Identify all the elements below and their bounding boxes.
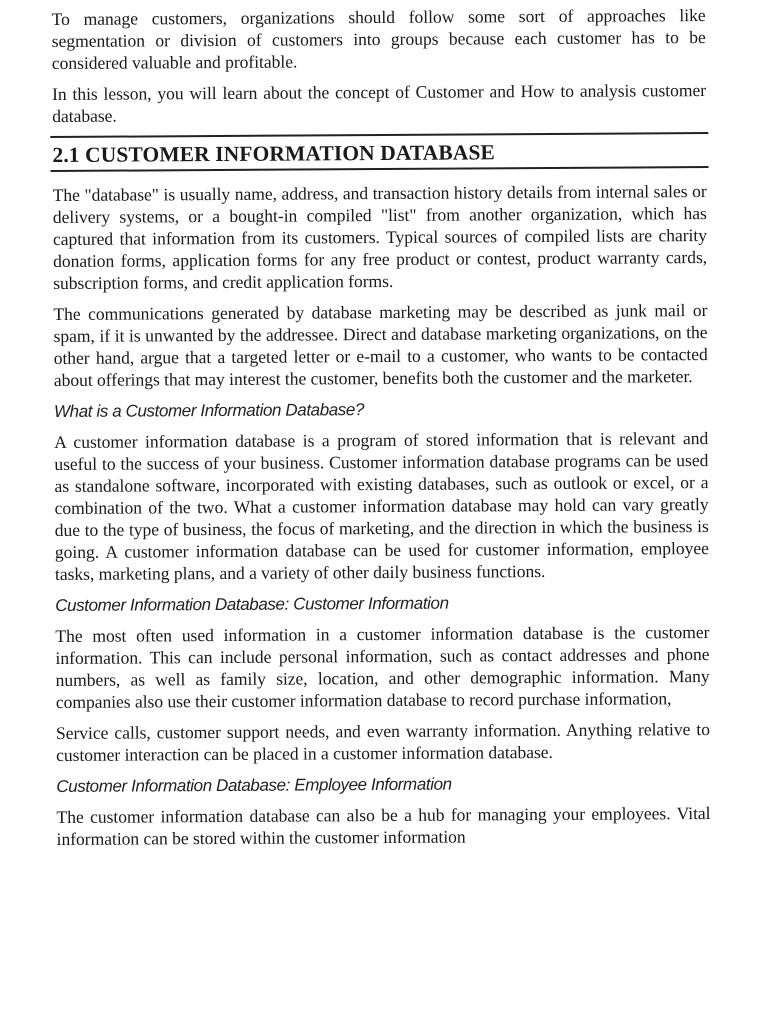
subsection-2-paragraph-2: Service calls, customer support needs, and even warranty information. Anything relative to customer interaction can be placed in a customer information database. [55, 719, 711, 766]
section-heading: 2.1 CUSTOMER INFORMATION DATABASE [52, 140, 496, 168]
subheading-employee-information: Customer Information Database: Employee Information [56, 774, 452, 797]
heading-top-rule [50, 132, 708, 138]
intro-paragraph-1: To manage customers, organizations should follow some sort of approaches like segmentation or division of customers into groups because each customer has to be considered valuable and profitable. [51, 5, 706, 74]
subsection-1-paragraph-1: A customer information database is a program of stored information that is relevant and useful to the success of your business. Customer information database programs can be used as standalone software, incorporated with existing databases, such as outlook or excel, or a combination of the two. What a customer information database may hold can vary greatly due to the type of business, the focus of marketing, and the direction in which the business is going. A customer information database can be used for customer information, employee tasks, marketing plans, and a variety of other daily business functions. [54, 428, 709, 585]
subheading-what-is-cid: What is a Customer Information Database? [53, 400, 365, 422]
subheading-customer-information: Customer Information Database: Customer Information [55, 593, 449, 616]
section-paragraph-2: The communications generated by database marketing may be described as junk mail or spam, if it is unwanted by the addressee. Direct and database marketing organizations, on the other hand, argue that a targeted letter or e-mail to a customer, who wants to be contacted about offerings that may interest the customer, benefits both the customer and the marketer. [53, 300, 708, 391]
intro-paragraph-2: In this lesson, you will learn about the concept of Customer and How to analysis customer database. [52, 80, 707, 127]
section-paragraph-1: The "database" is usually name, address, and transaction history details from internal sales or delivery systems, or a bought-in compiled "list" from another organization, which has captured that information from its customers. Typical sources of compiled lists are charity donation forms, application forms for any free product or contest, product warranty cards, subscription forms, and credit application forms. [52, 181, 708, 294]
subsection-2-paragraph-1: The most often used information in a customer information database is the customer information. This can include personal information, such as contact addresses and phone numbers, as well as family size, location, and other demographic information. Many companies also use their customer information database to record purchase information, [55, 622, 710, 713]
subsection-3-paragraph-1: The customer information database can also be a hub for managing your employees. Vital information can be stored within the customer information [56, 803, 711, 850]
